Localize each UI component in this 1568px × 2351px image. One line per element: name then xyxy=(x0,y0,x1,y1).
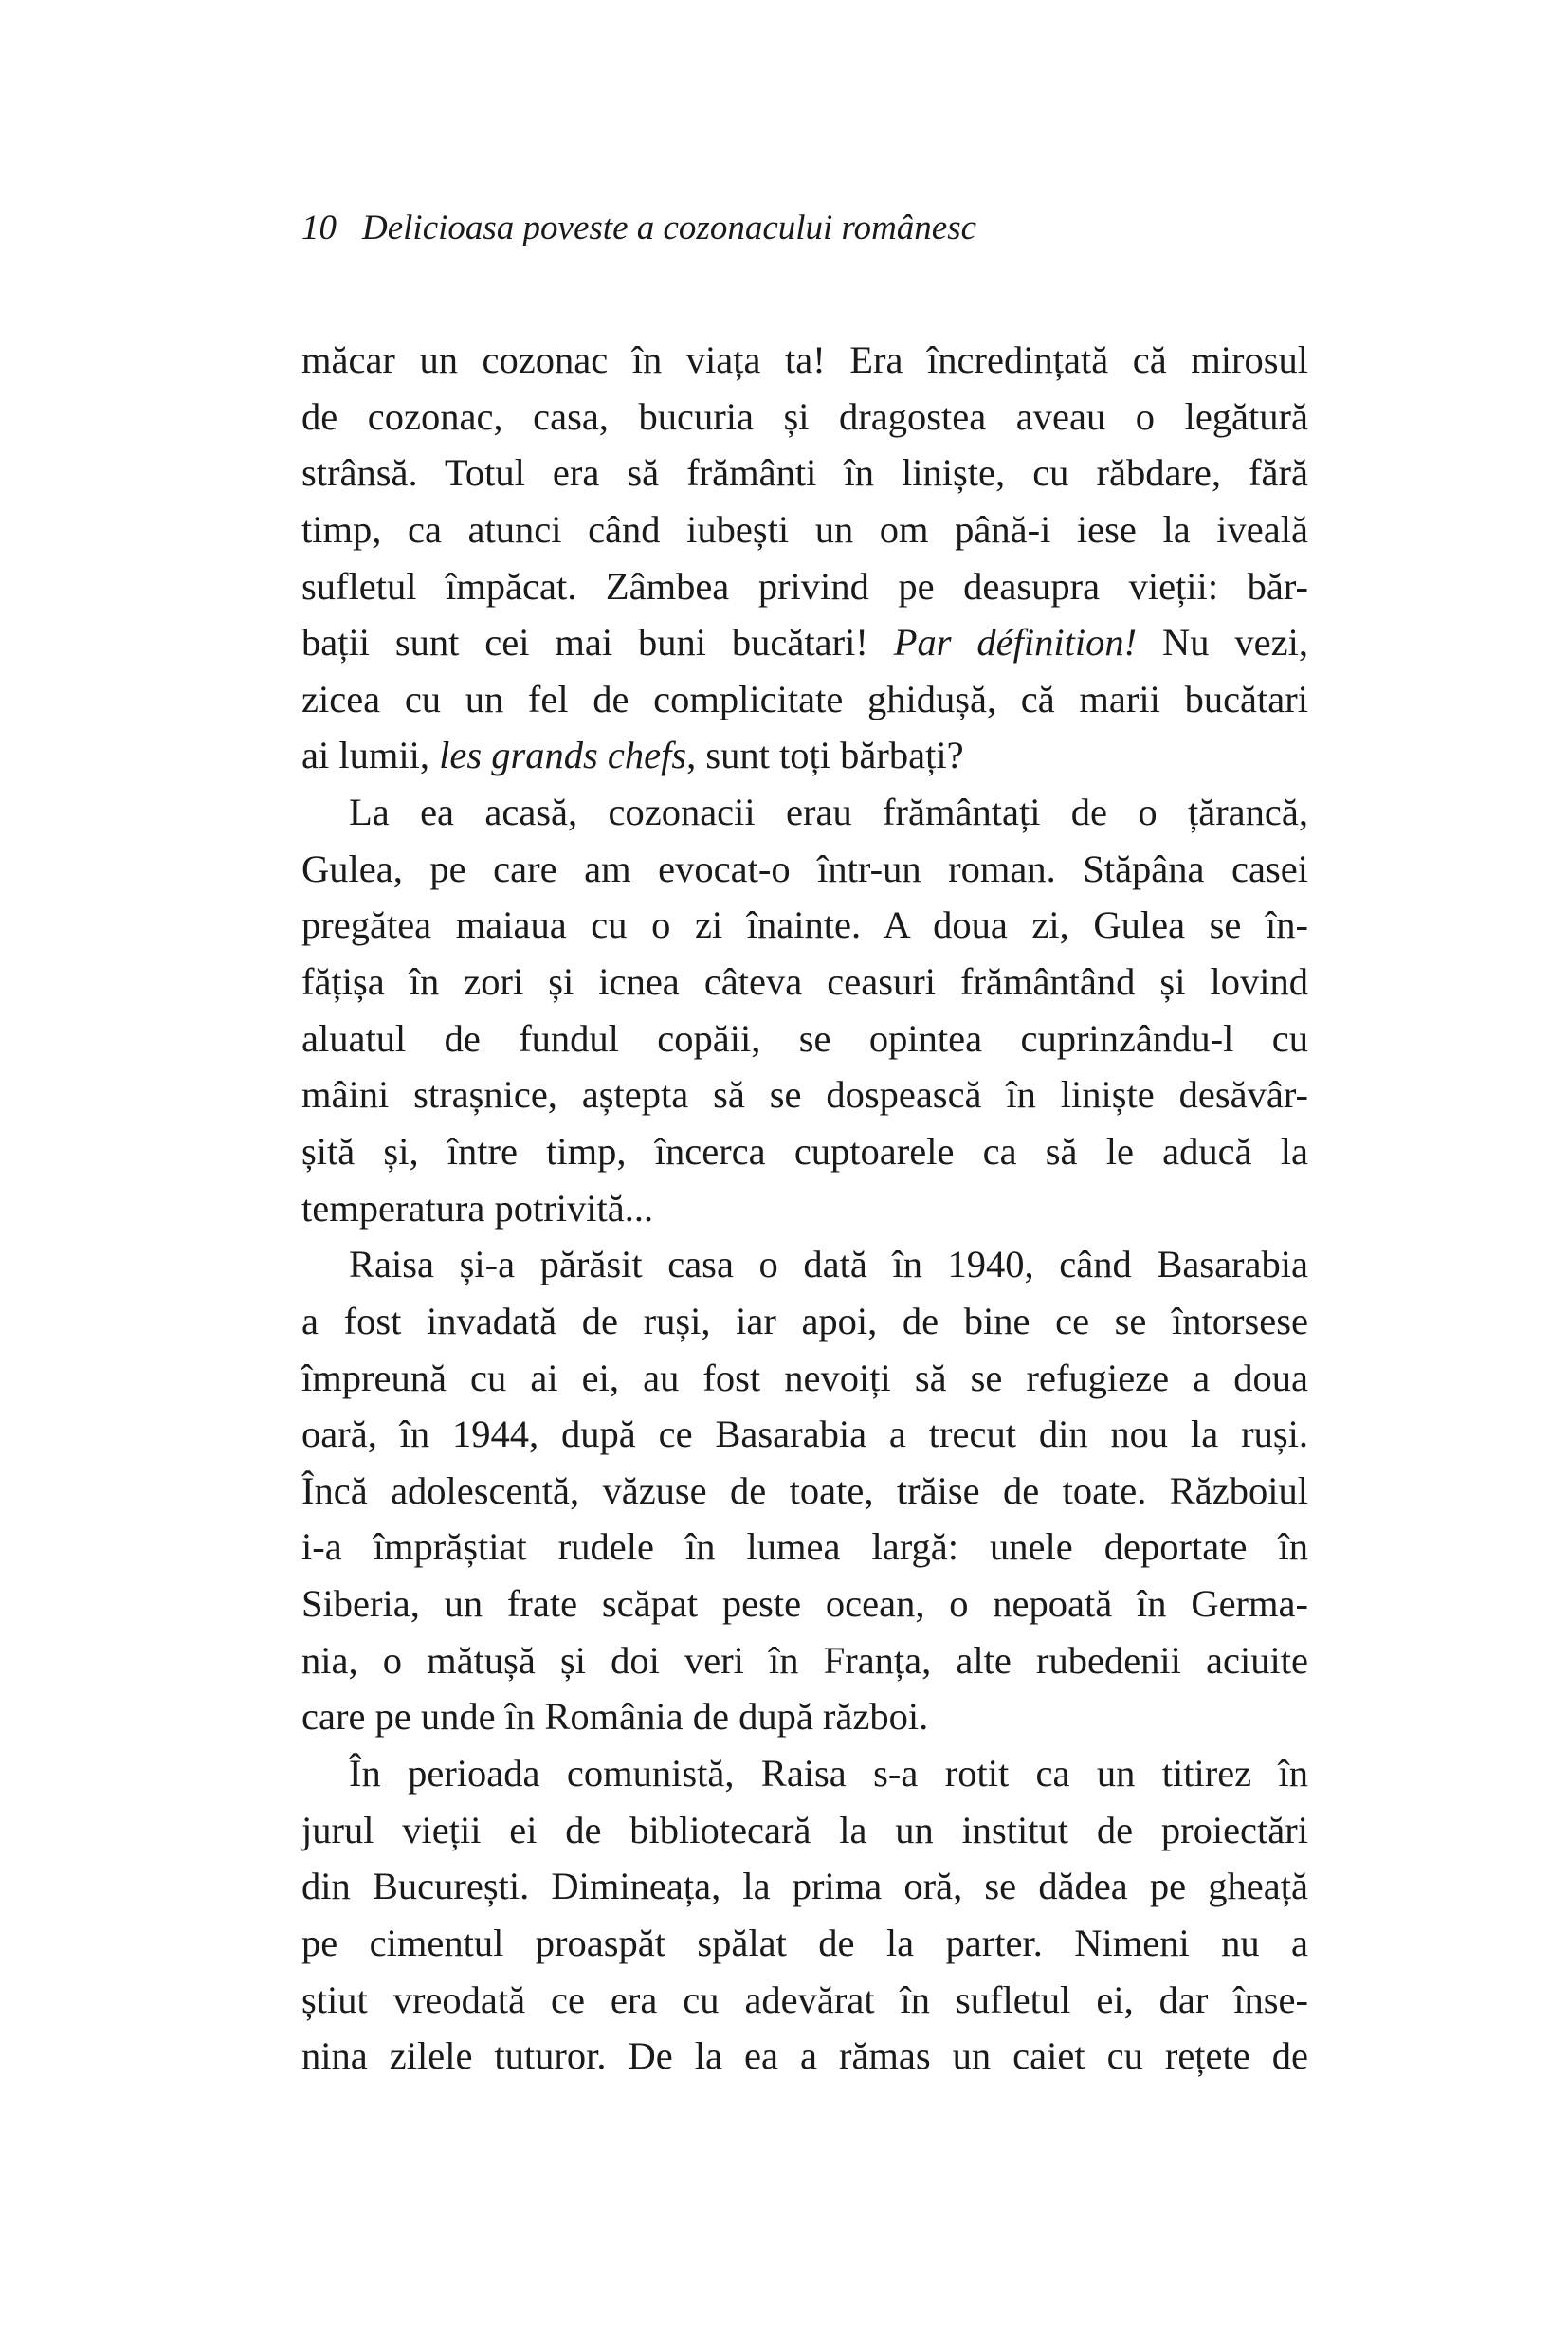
text-run: Nu vezi, xyxy=(1137,621,1308,665)
paragraph-first-line: La ea acasă, cozonacii erau frământați de o țărancă, xyxy=(349,791,1308,834)
text-line: a fost invadată de ruși, iar apoi, de bine ce se întorsese xyxy=(301,1299,1308,1342)
text-line: fățișa în zori și icnea câteva ceasuri frământând și lovind xyxy=(301,960,1308,1004)
running-title: Delicioasa poveste a cozonacului românesc xyxy=(362,209,977,247)
text-line: știut vreodată ce era cu adevărat în sufletul ei, dar însе- xyxy=(301,1977,1308,2021)
text-line: Siberia, un frate scăpat peste ocean, o nepoată în Germa- xyxy=(301,1582,1308,1626)
paragraph-first-line: În perioada comunistă, Raisa s-a rotit ca un titirez în xyxy=(349,1752,1308,1795)
text-line: nina zilele tuturor. De la ea a rămas un caiet cu rețete de xyxy=(301,2034,1308,2078)
text-line: sufletul împăcat. Zâmbea privind pe deasupra vieții: băr- xyxy=(301,564,1308,608)
text-line: pe cimentul proaspăt spălat de la parter. Nimeni nu a xyxy=(301,1921,1308,1964)
text-line: măcar un cozonac în viața ta! Era încredințată că mirosul xyxy=(301,338,1308,381)
text-line: împreună cu ai ei, au fost nevoiți să se refugieze a doua xyxy=(301,1356,1308,1399)
text-line: pregătea maiaua cu o zi înainte. A doua zi, Gulea se în- xyxy=(301,903,1308,947)
running-header xyxy=(301,207,1306,250)
italic-phrase: les grands chefs xyxy=(439,734,687,777)
text-line xyxy=(301,727,1308,784)
text-line: Gulea, pe care am evocat-o într-un roman. Stăpâna casei xyxy=(301,847,1308,890)
text-line: șită și, între timp, încerca cuptoarele ca să le aducă la xyxy=(301,1129,1308,1173)
text-line: jurul vieții ei de bibliotecară la un institut de proiectări xyxy=(301,1808,1308,1851)
text-line: care pe unde în România de după război. xyxy=(301,1695,929,1739)
text-line: aluatul de fundul copăii, se opintea cuprinzându-l cu xyxy=(301,1016,1308,1060)
text-line: din București. Dimineața, la prima oră, se dădea pe gheață xyxy=(301,1865,1308,1908)
text-line: temperatura potrivită... xyxy=(301,1186,654,1230)
text-line: nia, o mătușă și doi veri în Franța, alte rubedenii aciuite xyxy=(301,1638,1308,1682)
text-line: timp, ca atunci când iubești un om până-i iese la iveală xyxy=(301,507,1308,551)
text-line: Încă adolescentă, văzuse de toate, trăise de toate. Războiul xyxy=(301,1468,1308,1512)
text-run: ai lumii, xyxy=(301,734,440,777)
text-line: i-a împrăștiat rudele în lumea largă: unele deportate în xyxy=(301,1525,1308,1569)
text-line: strânsă. Totul era să frământi în liniște, cu răbdare, fără xyxy=(301,451,1308,495)
text-line: mâini strașnice, aștepta să se dospească în liniște desăvâr- xyxy=(301,1073,1308,1117)
page-number: 10 xyxy=(301,209,337,247)
italic-phrase: Par définition! xyxy=(893,621,1138,665)
text-run: bații sunt cei mai buni bucătari! xyxy=(301,621,894,665)
body-text xyxy=(301,332,1308,2085)
paragraph-first-line: Raisa și-a părăsit casa o dată în 1940, când Basarabia xyxy=(349,1243,1308,1286)
text-line: oară, în 1944, după ce Basarabia a trecut din nou la ruși. xyxy=(301,1412,1308,1456)
text-run: , sunt toți bărbați? xyxy=(686,734,964,777)
text-line: zicea cu un fel de complicitate ghidușă, că marii bucătari xyxy=(301,677,1308,720)
text-line xyxy=(301,614,1308,671)
text-line: de cozonac, casa, bucuria și dragostea aveau o legătură xyxy=(301,394,1308,438)
